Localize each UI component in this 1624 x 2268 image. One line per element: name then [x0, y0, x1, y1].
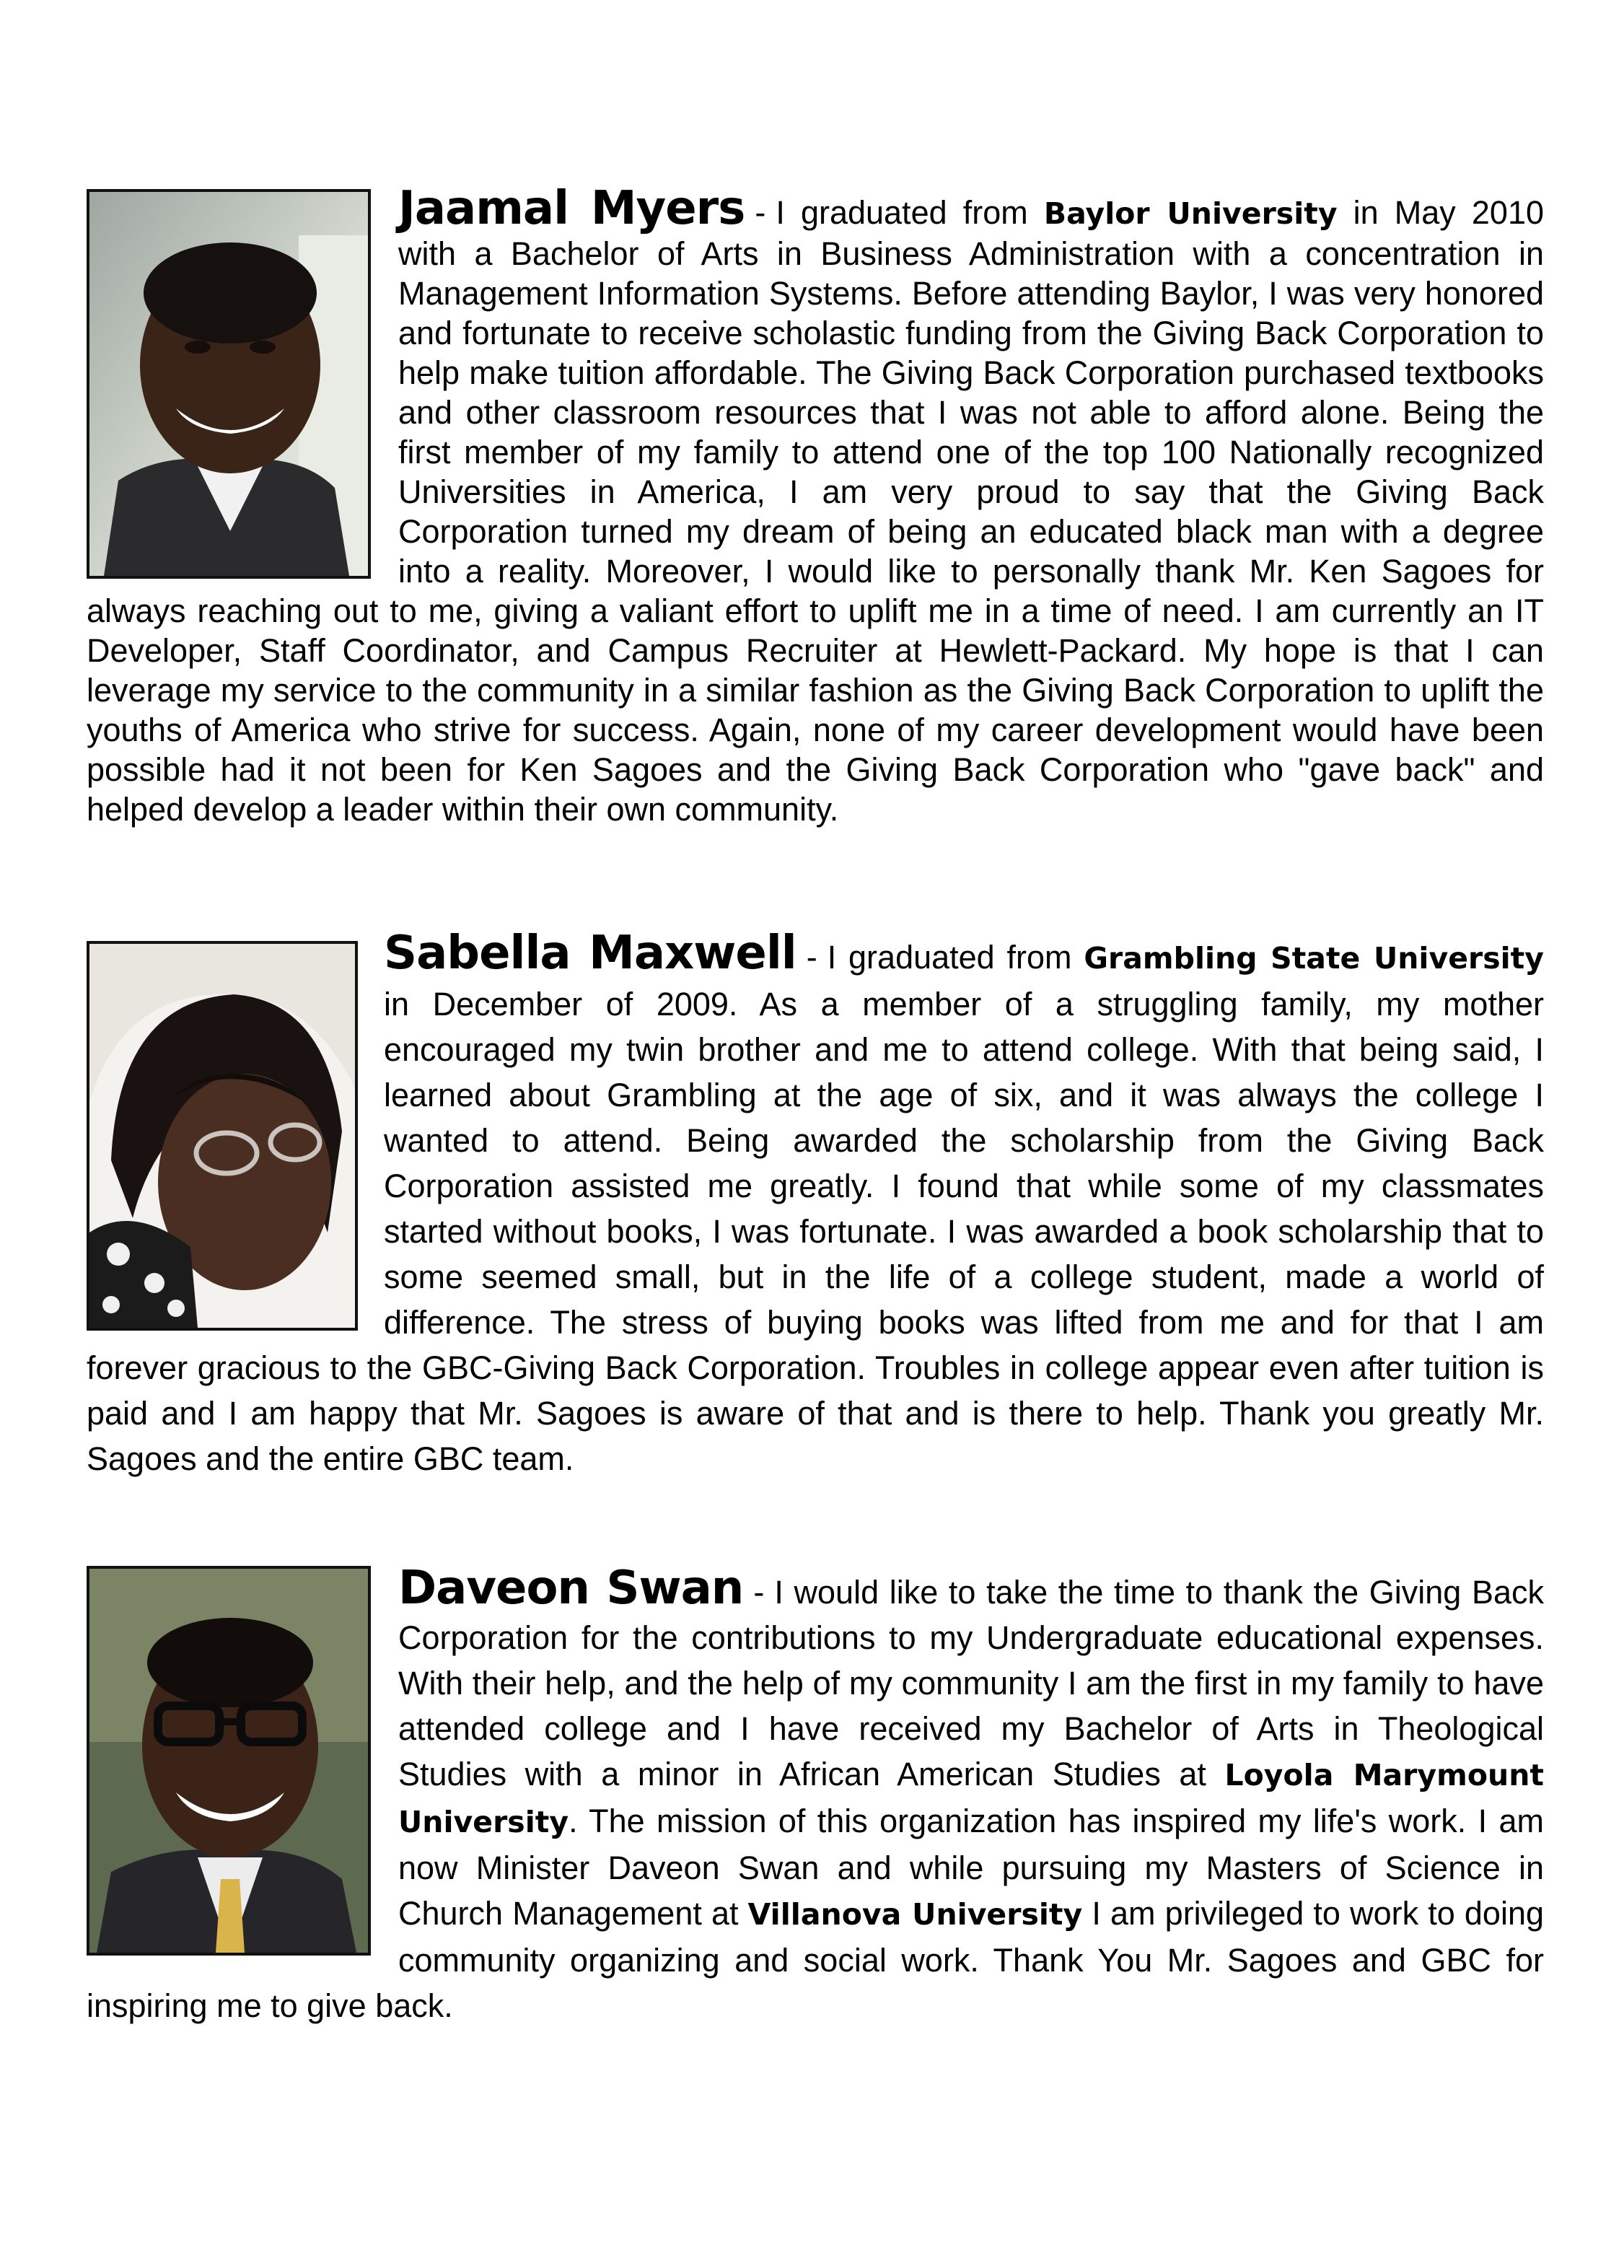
body-text: in May 2010 with a Bachelor of Arts in Business Administration with a concentration in Management Information Systems. Before attending Baylor, I was very honored and fortunate to receive scholastic funding from the Giving Back Corporation to help make tuition affordable. The Giving Back Corporation purchased textbooks and other classroom resources that I was not able to afford alone. Being the first member of my family to attend one of the top 100 Nationally recognized Universities in America, I am very proud to say that the Giving Back Corporation turned my dream of being an educated black man with a degree into a reality. Moreover, I would like to personally thank Mr. Ken Sagoes for always reaching out to me, giving a valiant effort to uplift me in a time of need. I am currently an IT Developer, Staff Coordinator, and Campus Recruiter at Hewlett-Packard. My hope is that I can leverage my service to the community in a similar fashion as the Giving Back Corporation to uplift the youths of America who strive for success. Again, none of my career development would have been possible had it not been for Ken Sagoes and the Giving Back Corporation who "gave back" and helped develop a leader within their own community. — [87, 194, 1545, 828]
name-separator: - — [755, 194, 766, 231]
portrait-photo — [87, 1566, 371, 1956]
body-text: I graduated from — [776, 194, 1044, 231]
portrait-photo — [87, 941, 358, 1331]
body-text: I would like to take the time to thank the Giving Back Corporation for the contributions to my Undergraduate educational expenses. With their help, and the help of my community I am the first in my family to have attended college and I have received my Bachelor of Arts in Theological Studies with a minor in African American Studies at — [398, 1574, 1545, 1792]
university-name: Baylor University — [1043, 196, 1338, 231]
body-text: in December of 2009. As a member of a struggling family, my mother encouraged my twin brother and me to attend college. With that being said, I learned about Grambling at the age of six, and it was always the college I wanted to attend. Being awarded the scholarship from the Giving Back Corporation assisted me greatly. I found that while some of my classmates started without books, I was fortunate. I was awarded a book scholarship that to some seemed small, but in the life of a college student, made a world of difference. The stress of buying books was lifted from me and for that I am forever gracious to the GBC-Giving Back Corporation. Troubles in college appear even after tuition is paid and I am happy that Mr. Sagoes is aware of that and is there to help. Thank you greatly Mr. Sagoes and the entire GBC team. — [87, 986, 1544, 1477]
body-text: I am privileged to work to doing community organizing and social work. Thank You Mr. Sagoes and GBC for inspiring me to give back. — [87, 1895, 1545, 2024]
portrait-photo-icon — [89, 1569, 368, 1953]
testimonial-paragraph — [87, 182, 1545, 829]
portrait-photo-icon — [89, 944, 355, 1328]
testimonial-paragraph — [87, 1562, 1545, 2028]
person-name: Sabella Maxwell — [384, 927, 796, 980]
portrait-photo-icon — [89, 192, 368, 576]
university-name: Loyola Marymount University — [398, 1758, 1544, 1839]
testimonial-paragraph — [87, 927, 1545, 1481]
portrait-photo — [87, 189, 371, 579]
testimonial-jaamal-myers — [87, 182, 1545, 829]
person-name: Daveon Swan — [398, 1562, 744, 1615]
testimonial-daveon-swan — [87, 1562, 1545, 2028]
university-name: Villanova University — [747, 1897, 1083, 1932]
body-text: I graduated from — [827, 939, 1084, 976]
name-separator: - — [806, 939, 817, 976]
university-name: Grambling State University — [1084, 941, 1545, 976]
person-name: Jaamal Myers — [398, 182, 745, 235]
body-text: . The mission of this organization has inspired my life's work. I am now Minister Daveon Swan and while pursuing my Masters of Science in Church Management at — [398, 1803, 1544, 1932]
name-separator: - — [753, 1574, 765, 1611]
testimonial-sabella-maxwell — [87, 927, 1545, 1481]
